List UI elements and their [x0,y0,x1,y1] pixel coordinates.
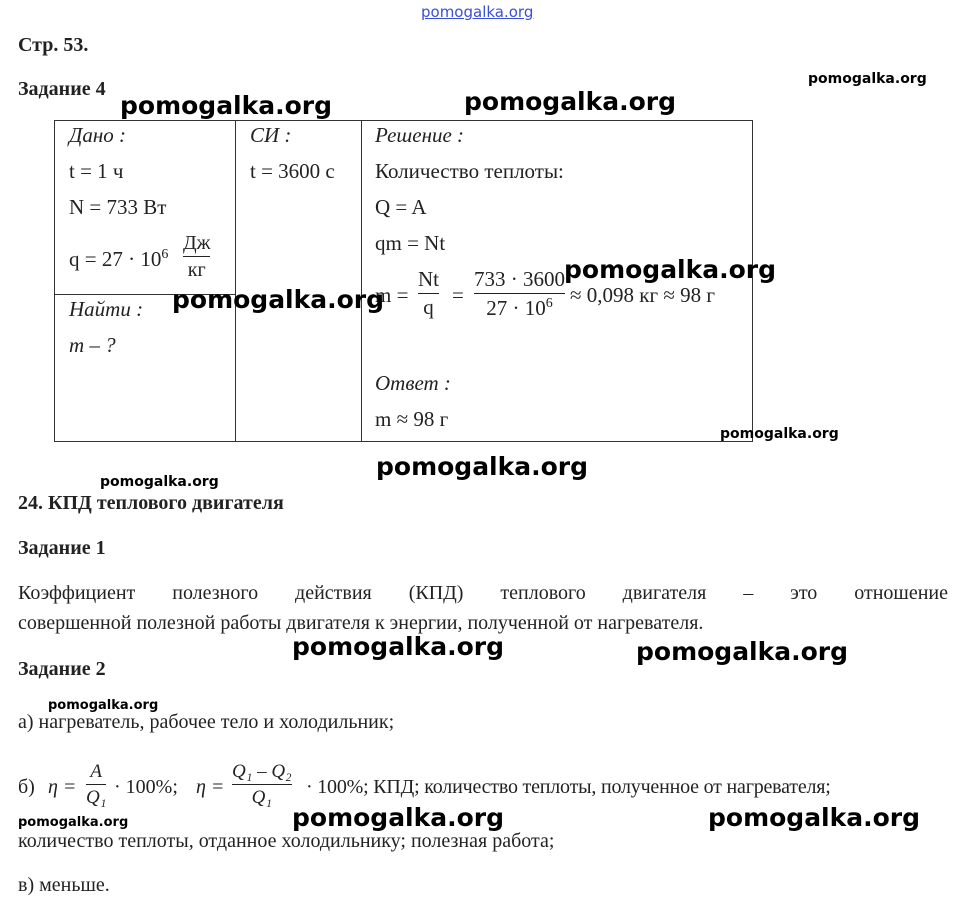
si-label: СИ : [250,123,292,147]
task1-text-line-1: Коэффициент полезного действия (КПД) теплового двигателя – это отношение [18,582,948,604]
find-cell [55,294,236,441]
watermark: pomogalka.org [172,285,385,314]
watermark: pomogalka.org [376,452,589,481]
si-cell [236,121,362,442]
task2-f2-num: Q₁ – Q₂ [232,761,292,782]
formula-f2-den [486,297,553,319]
task2-answer-c: в) меньше. [18,874,110,896]
formula-f2-den-value: 27 · 10 [486,296,546,320]
si-value: t = 3600 с [250,159,335,183]
task2-answer-a: а) нагреватель, рабочее тело и холодильник; [18,711,395,733]
answer-label: Ответ : [375,371,451,395]
given-q [69,247,168,272]
given-label: Дано : [69,123,127,147]
solution-label: Решение : [375,123,465,147]
answer-value: m ≈ 98 г [375,407,449,431]
task2-answer-b-prefix: б) [18,776,35,798]
task2-mul-1: · 100%; [114,776,178,798]
given-q-unit-num: Дж [183,232,211,254]
formula-fraction-1 [418,269,439,318]
given-q-unit [183,233,210,280]
task1-title: Задание 1 [18,537,106,559]
formula-f2-den-exponent: 6 [545,296,553,311]
formula-f1-den: q [423,295,434,319]
watermark: pomogalka.org [564,255,777,284]
section-title: 24. КПД теплового двигателя [18,492,284,514]
watermark: pomogalka.org [464,87,677,116]
page-number: Стр. 53. [18,34,89,56]
watermark: pomogalka.org [720,426,839,442]
watermark: pomogalka.org [120,91,333,120]
watermark: pomogalka.org [708,803,921,832]
given-q-exponent: 6 [161,247,169,262]
task2-f1-num: A [90,761,102,782]
solution-line-3: qm = Nt [375,231,446,255]
watermark: pomogalka.org [18,815,129,830]
watermark: pomogalka.org [100,474,219,490]
find-value: m – ? [69,332,116,357]
task2-answer-b-line-2: количество теплоты, отданное холодильнику; полезная работа; [18,830,555,852]
solution-line-1: Количество теплоты: [375,159,564,183]
task2-f2-den: Q₁ [251,787,272,808]
formula-f1-num: Nt [418,267,439,291]
find-label: Найти : [69,296,144,321]
formula-lhs: m = [375,283,409,307]
watermark: pomogalka.org [292,803,505,832]
formula-eq: = [452,283,464,307]
given-q-unit-den: кг [187,259,206,281]
watermark: pomogalka.org [636,637,849,666]
site-link-top[interactable]: pomogalka.org [421,3,534,21]
task2-fraction-2 [232,762,292,807]
task2-eta-2: η = [196,776,225,798]
task2-mul-2: · 100%; КПД; количество теплоты, полученное от нагревателя; [306,776,831,798]
task2-fraction-1 [86,762,106,807]
formula-f2-num: 733 · 3600 [474,267,565,291]
watermark: pomogalka.org [48,698,159,713]
given-cell [55,121,236,295]
given-N: N = 733 Вт [69,195,167,219]
task1-text-line-2: совершенной полезной работы двигателя к энергии, полученной от нагревателя. [18,612,704,634]
task4-title: Задание 4 [18,78,106,100]
given-t: t = 1 ч [69,159,124,183]
given-q-value: q = 27 · 10 [69,247,162,271]
watermark: pomogalka.org [292,632,505,661]
formula-result: ≈ 0,098 кг ≈ 98 г [570,283,715,307]
task2-eta-1: η = [48,776,77,798]
solution-line-2: Q = A [375,195,427,219]
task2-title: Задание 2 [18,658,106,680]
watermark: pomogalka.org [808,71,927,87]
formula-fraction-2 [474,269,565,319]
task2-f1-den: Q₁ [86,787,107,808]
